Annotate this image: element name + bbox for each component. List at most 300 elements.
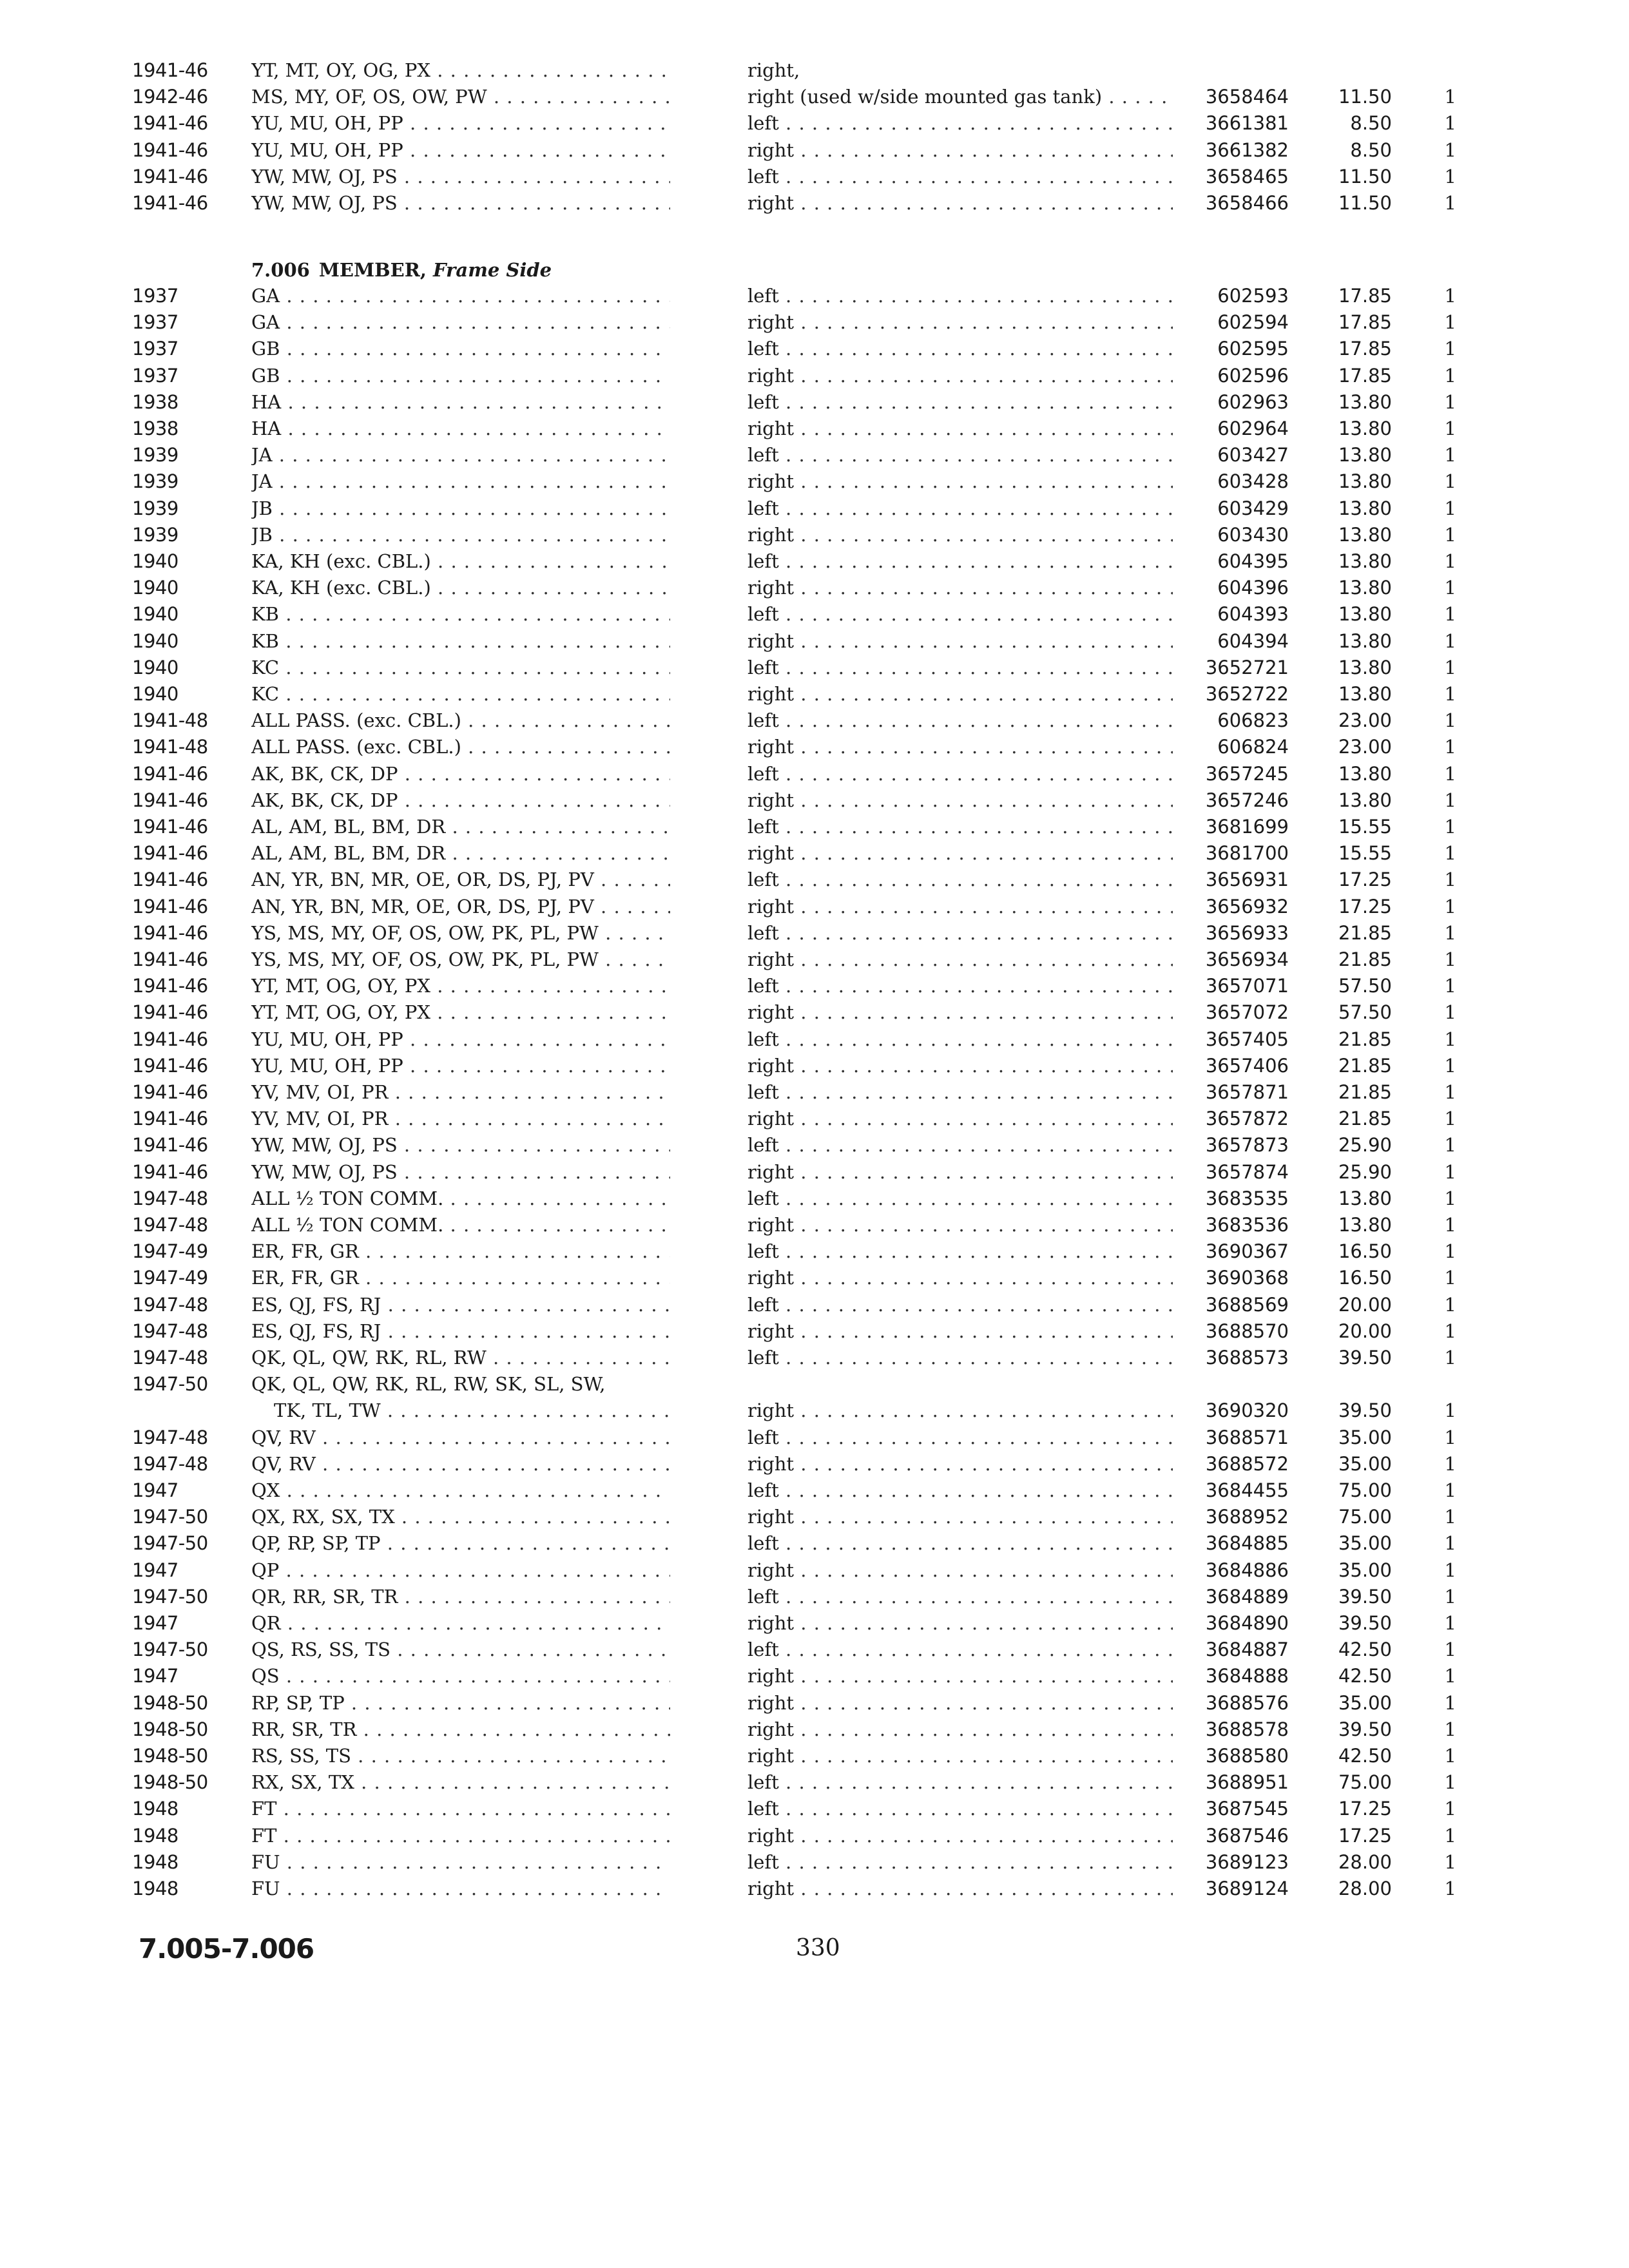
row-year: 1941-46 — [132, 1108, 208, 1129]
row-description-text: right . . . — [747, 1559, 1173, 1581]
row-price: 75.00 — [1338, 1771, 1392, 1793]
row-description — [747, 1557, 1173, 1584]
row-quantity: 1 — [1444, 922, 1456, 944]
row-description-text: right . . . — [747, 1267, 1173, 1289]
parts-row — [0, 1026, 1629, 1053]
row-description-text: right . . . — [747, 1001, 1173, 1023]
row-models — [251, 999, 670, 1026]
row-description — [747, 574, 1173, 601]
row-models-text: KB . . . — [251, 630, 670, 652]
row-models — [251, 1557, 670, 1584]
row-year: 1941-46 — [132, 59, 208, 81]
row-price: 13.80 — [1338, 577, 1392, 599]
row-models-text: ES, QJ, FS, RJ . . . — [251, 1294, 670, 1316]
row-description — [747, 163, 1173, 190]
row-models — [251, 1424, 670, 1451]
row-description — [747, 1344, 1173, 1371]
row-models-text: ES, QJ, FS, RJ . . . — [251, 1320, 670, 1342]
row-year: 1947 — [132, 1612, 178, 1634]
parts-row — [0, 1477, 1629, 1504]
row-price: 13.80 — [1338, 444, 1392, 466]
parts-row — [0, 919, 1629, 947]
row-part-number — [1179, 57, 1289, 84]
row-year: 1941-46 — [132, 1081, 208, 1103]
parts-row — [0, 1131, 1629, 1158]
row-models-text: QS . . . — [251, 1665, 670, 1687]
parts-row — [0, 1424, 1629, 1451]
row-year: 1942-46 — [132, 86, 208, 108]
row-description — [747, 1291, 1173, 1318]
row-part-number: 3661381 — [1205, 112, 1289, 134]
row-description — [747, 137, 1173, 164]
row-quantity: 1 — [1444, 630, 1456, 652]
row-year: 1947-50 — [132, 1506, 208, 1528]
row-part-number: 3688572 — [1205, 1453, 1289, 1475]
row-description-text: right . . . — [747, 1214, 1173, 1236]
parts-row — [0, 57, 1629, 84]
row-models-text: GB . . . — [251, 365, 670, 387]
parts-row — [0, 1318, 1629, 1345]
parts-row — [0, 1530, 1629, 1557]
row-description — [747, 1105, 1173, 1132]
parts-row — [0, 946, 1629, 973]
row-price: 21.85 — [1338, 1055, 1392, 1077]
parts-row — [0, 760, 1629, 787]
section-title-sub: Frame Side — [433, 259, 552, 281]
row-part-number: 3687546 — [1205, 1825, 1289, 1847]
row-models — [251, 1158, 670, 1186]
parts-row — [0, 389, 1629, 416]
parts-row — [0, 999, 1629, 1026]
row-description-text: left . . . — [747, 763, 1173, 785]
row-models — [251, 1291, 670, 1318]
row-quantity: 1 — [1444, 1798, 1456, 1820]
parts-row — [0, 1105, 1629, 1132]
row-models — [251, 813, 670, 840]
parts-row — [0, 654, 1629, 681]
row-part-number: 3657872 — [1205, 1108, 1289, 1129]
row-description-text: right . . . — [747, 524, 1173, 546]
row-price: 8.50 — [1350, 112, 1392, 134]
row-description-text: right . . . — [747, 365, 1173, 387]
row-models — [251, 415, 670, 442]
row-description — [747, 919, 1173, 947]
row-description — [747, 1238, 1173, 1265]
row-models-text: HA . . . — [251, 418, 670, 439]
row-description — [747, 548, 1173, 575]
parts-row — [0, 83, 1629, 110]
row-description-text: right . . . — [747, 418, 1173, 439]
row-description-text: left . . . — [747, 497, 1173, 519]
row-models-text: YT, MT, OY, OG, PX . . . — [251, 59, 670, 81]
row-price: 42.50 — [1338, 1745, 1392, 1767]
row-quantity: 1 — [1444, 709, 1456, 731]
row-models-text: YS, MS, MY, OF, OS, OW, PK, PL, PW . . . — [251, 948, 670, 970]
parts-row — [0, 548, 1629, 575]
row-part-number: 602596 — [1217, 365, 1289, 387]
row-models — [251, 1716, 670, 1743]
row-models — [251, 1079, 670, 1106]
row-description — [747, 893, 1173, 920]
row-price: 20.00 — [1338, 1294, 1392, 1316]
parts-row — [0, 1079, 1629, 1106]
row-models — [251, 1636, 670, 1663]
row-description-text: left . . . — [747, 112, 1173, 134]
row-description-text: right . . . — [747, 1745, 1173, 1767]
row-year: 1940 — [132, 603, 178, 625]
row-description-text: left . . . — [747, 1532, 1173, 1554]
row-description-text: left . . . — [747, 1187, 1173, 1209]
parts-row-wrap — [0, 1370, 1629, 1398]
row-year: 1941-46 — [132, 1055, 208, 1077]
row-models — [251, 760, 670, 787]
row-description — [747, 110, 1173, 137]
row-description — [747, 1477, 1173, 1504]
row-quantity: 1 — [1444, 1267, 1456, 1289]
row-price: 17.85 — [1338, 311, 1392, 333]
row-description-text: left . . . — [747, 391, 1173, 413]
row-quantity: 1 — [1444, 1665, 1456, 1687]
row-year: 1941-46 — [132, 896, 208, 918]
row-models-text: KB . . . — [251, 603, 670, 625]
row-description — [747, 654, 1173, 681]
row-part-number: 3657245 — [1205, 763, 1289, 785]
row-price: 13.80 — [1338, 470, 1392, 492]
row-models — [251, 654, 670, 681]
row-models-text: QR, RR, SR, TR . . . — [251, 1586, 670, 1608]
row-price: 13.80 — [1338, 683, 1392, 705]
row-part-number: 3683535 — [1205, 1187, 1289, 1209]
row-models-text: YT, MT, OG, OY, PX . . . — [251, 1001, 670, 1023]
row-part-number: 3688580 — [1205, 1745, 1289, 1767]
row-description-text: left . . . — [747, 1134, 1173, 1156]
row-description-text: left . . . — [747, 869, 1173, 890]
row-models-text: QV, RV . . . — [251, 1427, 670, 1448]
row-models-text: FT . . . — [251, 1825, 670, 1847]
row-year: 1939 — [132, 497, 178, 519]
row-models — [251, 1795, 670, 1822]
row-part-number: 3688952 — [1205, 1506, 1289, 1528]
row-year: 1941-46 — [132, 139, 208, 161]
parts-row — [0, 468, 1629, 495]
row-price: 39.50 — [1338, 1399, 1392, 1421]
row-price: 42.50 — [1338, 1665, 1392, 1687]
row-year: 1948-50 — [132, 1718, 208, 1740]
row-models-text: YW, MW, OJ, PS . . . — [251, 1134, 670, 1156]
row-description — [747, 601, 1173, 628]
row-models-text: QP, RP, SP, TP . . . — [251, 1532, 670, 1554]
row-price: 13.80 — [1338, 418, 1392, 439]
section-title-main: MEMBER, — [318, 259, 427, 281]
parts-row — [0, 335, 1629, 362]
row-description-text: left . . . — [747, 1294, 1173, 1316]
row-quantity: 1 — [1444, 1745, 1456, 1767]
row-year: 1948 — [132, 1825, 178, 1847]
row-price: 21.85 — [1338, 948, 1392, 970]
row-models — [251, 1583, 670, 1610]
row-part-number: 602964 — [1217, 418, 1289, 439]
row-models-text: YT, MT, OG, OY, PX . . . — [251, 975, 670, 997]
row-quantity: 1 — [1444, 524, 1456, 546]
parts-row — [0, 163, 1629, 190]
row-models-text: AK, BK, CK, DP . . . — [251, 789, 670, 811]
row-description-text: left . . . — [747, 1851, 1173, 1873]
row-price: 23.00 — [1338, 709, 1392, 731]
row-description — [747, 866, 1173, 893]
row-description — [747, 57, 1173, 84]
row-price: 28.00 — [1338, 1851, 1392, 1873]
row-description-text: left . . . — [747, 1479, 1173, 1501]
row-description-text: right . . . — [747, 1161, 1173, 1183]
parts-row — [0, 680, 1629, 707]
row-year: 1937 — [132, 338, 178, 360]
row-description-text: left . . . — [747, 1586, 1173, 1608]
row-description — [747, 415, 1173, 442]
row-description — [747, 468, 1173, 495]
row-year: 1941-46 — [132, 763, 208, 785]
row-part-number: 3688573 — [1205, 1347, 1289, 1369]
row-year: 1941-46 — [132, 112, 208, 134]
row-models — [251, 335, 670, 362]
row-models-text: ALL ½ TON COMM. . . . — [251, 1187, 670, 1209]
parts-row — [0, 1158, 1629, 1186]
row-description — [747, 972, 1173, 999]
row-quantity: 1 — [1444, 365, 1456, 387]
row-quantity: 1 — [1444, 1878, 1456, 1899]
row-year: 1947-49 — [132, 1240, 208, 1262]
row-description — [747, 733, 1173, 760]
row-price: 39.50 — [1338, 1586, 1392, 1608]
row-models-text: AL, AM, BL, BM, DR . . . — [251, 842, 670, 864]
row-part-number: 603429 — [1217, 497, 1289, 519]
parts-row — [0, 574, 1629, 601]
row-models — [251, 946, 670, 973]
row-models-text: KA, KH (exc. CBL.) . . . — [251, 550, 670, 572]
parts-row — [0, 787, 1629, 814]
row-models-text: QK, QL, QW, RK, RL, RW . . . — [251, 1347, 670, 1369]
row-year: 1941-46 — [132, 948, 208, 970]
row-quantity: 1 — [1444, 789, 1456, 811]
row-description — [747, 840, 1173, 867]
row-description — [747, 1662, 1173, 1689]
row-models-text: QP . . . — [251, 1559, 670, 1581]
row-description-text: right, — [747, 59, 800, 81]
row-models-text: RX, SX, TX . . . — [251, 1771, 670, 1793]
row-models — [251, 389, 670, 416]
row-year: 1937 — [132, 285, 178, 307]
row-description-text: left . . . — [747, 1028, 1173, 1050]
row-models — [251, 840, 670, 867]
row-description — [747, 282, 1173, 309]
row-models — [251, 1238, 670, 1265]
row-quantity: 1 — [1444, 1506, 1456, 1528]
row-models — [251, 1769, 670, 1796]
row-models — [251, 468, 670, 495]
row-models — [251, 282, 670, 309]
row-part-number: 602963 — [1217, 391, 1289, 413]
row-description — [747, 1052, 1173, 1079]
row-price: 35.00 — [1338, 1559, 1392, 1581]
row-year: 1948-50 — [132, 1771, 208, 1793]
row-part-number: 3661382 — [1205, 139, 1289, 161]
row-year: 1948-50 — [132, 1745, 208, 1767]
row-models — [251, 441, 670, 468]
row-description-text: left . . . — [747, 338, 1173, 360]
row-description-text: right . . . — [747, 311, 1173, 333]
parts-row — [0, 866, 1629, 893]
row-description — [747, 1742, 1173, 1769]
row-description-text: left . . . — [747, 816, 1173, 838]
row-models — [251, 866, 670, 893]
row-year: 1941-46 — [132, 166, 208, 187]
row-description — [747, 1079, 1173, 1106]
row-models — [251, 1450, 670, 1477]
row-part-number: 604395 — [1217, 550, 1289, 572]
row-models-text: FT . . . — [251, 1798, 670, 1820]
row-models — [251, 83, 670, 110]
parts-row — [0, 840, 1629, 867]
parts-row — [0, 1238, 1629, 1265]
parts-row — [0, 1875, 1629, 1902]
row-quantity: 1 — [1444, 763, 1456, 785]
row-models — [251, 1211, 670, 1238]
row-year — [132, 1397, 229, 1424]
row-price: 28.00 — [1338, 1878, 1392, 1899]
row-year: 1941-46 — [132, 975, 208, 997]
row-quantity: 1 — [1444, 1161, 1456, 1183]
row-price: 13.80 — [1338, 603, 1392, 625]
row-models — [251, 787, 670, 814]
row-part-number: 3684890 — [1205, 1612, 1289, 1634]
row-quantity: 1 — [1444, 896, 1456, 918]
row-part-number: 602594 — [1217, 311, 1289, 333]
row-models-continued: TK, TL, TW . . . — [274, 1399, 670, 1421]
parts-row — [0, 628, 1629, 655]
row-models-text: YU, MU, OH, PP . . . — [251, 1028, 670, 1050]
row-models — [251, 1610, 670, 1637]
row-quantity: 1 — [1444, 1214, 1456, 1236]
parts-row — [0, 1716, 1629, 1743]
row-description — [747, 1689, 1173, 1716]
row-models — [251, 1689, 670, 1716]
row-description-text: left . . . — [747, 550, 1173, 572]
row-quantity: 1 — [1444, 86, 1456, 108]
row-part-number: 3684888 — [1205, 1665, 1289, 1687]
row-part-number: 3658464 — [1205, 86, 1289, 108]
row-description — [747, 1397, 1173, 1424]
parts-row — [0, 110, 1629, 137]
row-models-text: RP, SP, TP . . . — [251, 1692, 670, 1714]
parts-row — [0, 813, 1629, 840]
row-models: QK, QL, QW, RK, RL, RW, SK, SL, SW, — [251, 1373, 606, 1395]
row-description-text: left . . . — [747, 922, 1173, 944]
row-description-text: right . . . — [747, 192, 1173, 214]
row-models — [251, 1875, 670, 1902]
row-year: 1947-49 — [132, 1267, 208, 1289]
row-models — [251, 1503, 670, 1530]
row-year: 1940 — [132, 550, 178, 572]
row-description — [747, 1424, 1173, 1451]
row-part-number: 3681699 — [1205, 816, 1289, 838]
row-models — [251, 495, 670, 522]
row-part-number: 3690367 — [1205, 1240, 1289, 1262]
row-part-number: 603427 — [1217, 444, 1289, 466]
section-heading — [251, 256, 552, 284]
row-part-number: 602593 — [1217, 285, 1289, 307]
row-description — [747, 1026, 1173, 1053]
row-quantity: 1 — [1444, 1055, 1456, 1077]
row-description-text: right . . . — [747, 1878, 1173, 1899]
row-price: 57.50 — [1338, 975, 1392, 997]
row-models-text: YU, MU, OH, PP . . . — [251, 112, 670, 134]
row-part-number: 3656934 — [1205, 948, 1289, 970]
parts-row — [0, 1291, 1629, 1318]
row-part-number: 3656933 — [1205, 922, 1289, 944]
row-quantity: 1 — [1444, 1108, 1456, 1129]
row-description-text: right . . . — [747, 842, 1173, 864]
row-models — [251, 1185, 670, 1212]
row-models — [251, 189, 670, 216]
row-quantity: 1 — [1444, 166, 1456, 187]
row-description — [747, 1849, 1173, 1876]
row-price: 21.85 — [1338, 922, 1392, 944]
row-quantity: 1 — [1444, 1081, 1456, 1103]
row-year: 1947-48 — [132, 1187, 208, 1209]
row-quantity: 1 — [1444, 1320, 1456, 1342]
row-year: 1947 — [132, 1479, 178, 1501]
row-year: 1941-48 — [132, 709, 208, 731]
row-part-number: 603430 — [1217, 524, 1289, 546]
row-year: 1937 — [132, 311, 178, 333]
row-part-number: 3657874 — [1205, 1161, 1289, 1183]
row-year: 1948 — [132, 1798, 178, 1820]
row-quantity: 1 — [1444, 497, 1456, 519]
row-models — [251, 1397, 670, 1424]
row-part-number: 3657071 — [1205, 975, 1289, 997]
row-price: 16.50 — [1338, 1240, 1392, 1262]
row-models-text: GA . . . — [251, 285, 670, 307]
row-year: 1947-50 — [132, 1373, 208, 1395]
row-part-number: 3688951 — [1205, 1771, 1289, 1793]
row-quantity: 1 — [1444, 391, 1456, 413]
row-models-text: AN, YR, BN, MR, OE, OR, DS, PJ, PV . . . — [251, 869, 670, 890]
row-description — [747, 680, 1173, 707]
row-description-text: right (used w/side mounted gas tank) . . . — [747, 86, 1173, 108]
row-quantity: 1 — [1444, 657, 1456, 678]
row-models — [251, 919, 670, 947]
row-part-number: 606824 — [1217, 736, 1289, 758]
row-quantity: 1 — [1444, 470, 1456, 492]
row-quantity: 1 — [1444, 1294, 1456, 1316]
row-quantity: 1 — [1444, 311, 1456, 333]
row-quantity: 1 — [1444, 816, 1456, 838]
row-models — [251, 680, 670, 707]
row-models — [251, 1344, 670, 1371]
row-year: 1938 — [132, 418, 178, 439]
row-part-number: 3688578 — [1205, 1718, 1289, 1740]
row-year: 1941-46 — [132, 1134, 208, 1156]
parts-row — [0, 1503, 1629, 1530]
row-part-number: 3658465 — [1205, 166, 1289, 187]
row-description-text: right . . . — [747, 1399, 1173, 1421]
parts-row — [0, 137, 1629, 164]
row-part-number: 3684455 — [1205, 1479, 1289, 1501]
row-models-text: YV, MV, OI, PR . . . — [251, 1108, 670, 1129]
row-part-number: 603428 — [1217, 470, 1289, 492]
row-description — [747, 999, 1173, 1026]
row-quantity: 1 — [1444, 948, 1456, 970]
row-models — [251, 548, 670, 575]
